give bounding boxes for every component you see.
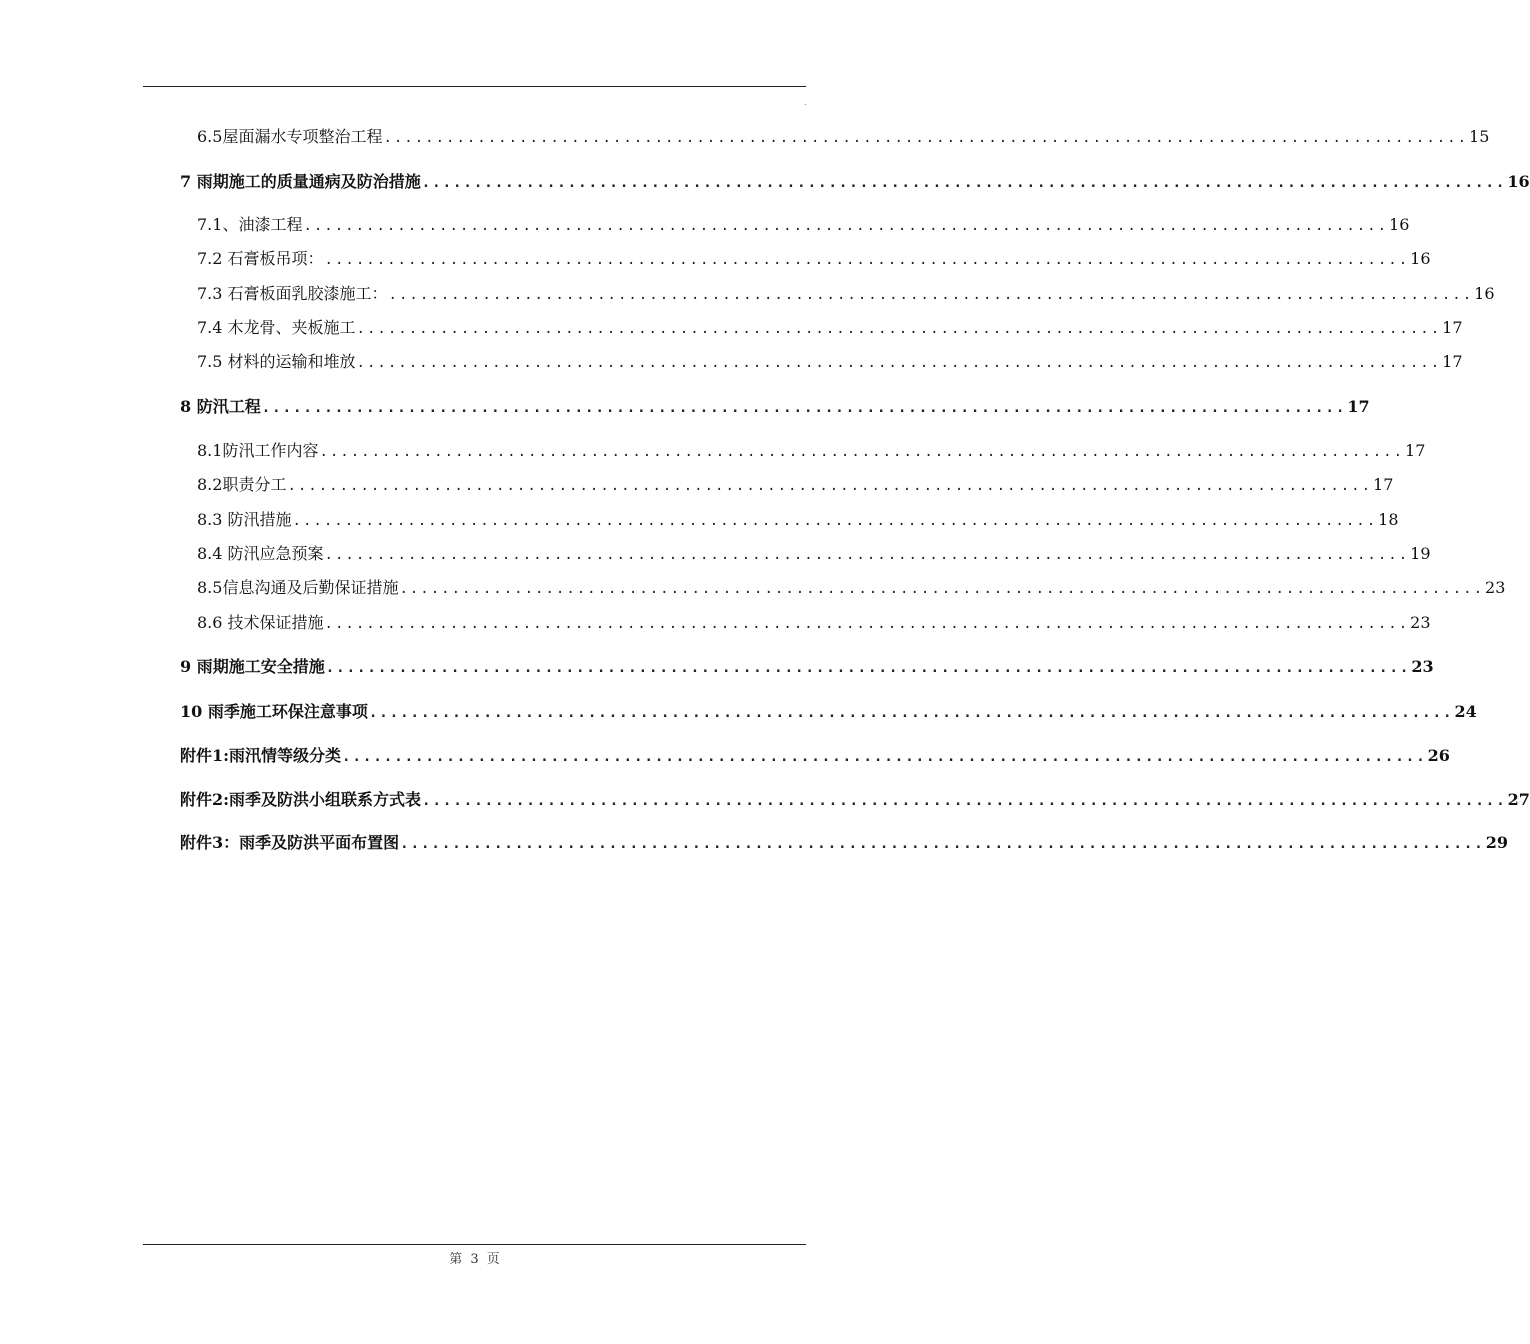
toc-page-number: 16 xyxy=(1410,249,1431,268)
dot-leader: ........................................................................................................ xyxy=(324,252,1410,268)
toc-title: 8.6 技术保证措施 xyxy=(197,613,324,632)
toc-page-number: 15 xyxy=(1469,127,1490,146)
dot-leader: ........................................................................................................ xyxy=(325,660,1411,676)
toc-title: 10 雨季施工环保注意事项 xyxy=(180,702,368,721)
dot-leader: ........................................................................................................ xyxy=(421,175,1507,191)
toc-entry-appendix-3[interactable] xyxy=(180,831,1508,855)
toc-page-number: 18 xyxy=(1378,510,1399,529)
dot-leader: ........................................................................................................ xyxy=(292,513,1378,529)
toc-title: 7.3 石膏板面乳胶漆施工： xyxy=(197,284,388,303)
toc-page-number: 17 xyxy=(1442,352,1463,371)
toc-title: 8.2职责分工 xyxy=(197,475,287,494)
toc-title: 附件1:雨汛情等级分类 xyxy=(180,746,342,765)
dot-leader: ........................................................................................................ xyxy=(287,478,1373,494)
toc-page-number: 17 xyxy=(1373,475,1394,494)
footer-prefix: 第 xyxy=(449,1252,463,1267)
toc-title: 8.4 防汛应急预案 xyxy=(197,544,324,563)
toc-title: 8.5信息沟通及后勤保证措施 xyxy=(197,578,399,597)
dot-leader: ........................................................................................................ xyxy=(303,218,1389,234)
toc-page-number: 23 xyxy=(1410,613,1431,632)
toc-page-number: 17 xyxy=(1405,441,1426,460)
toc-title: 8.1防汛工作内容 xyxy=(197,441,319,460)
dot-leader: ........................................................................................................ xyxy=(356,355,1442,371)
toc-entry-7[interactable] xyxy=(180,170,1530,194)
toc-page-number: 17 xyxy=(1442,318,1463,337)
toc-entry-8-1[interactable] xyxy=(197,439,1426,463)
toc-page-number: 29 xyxy=(1485,833,1508,852)
toc-page-number: 23 xyxy=(1411,657,1434,676)
dot-leader: ........................................................................................................ xyxy=(399,581,1485,597)
toc-entry-8-2[interactable] xyxy=(197,473,1394,497)
toc-title: 7.2 石膏板吊项： xyxy=(197,249,324,268)
toc-entry-7-4[interactable] xyxy=(197,316,1463,340)
toc-page-number: 16 xyxy=(1474,284,1495,303)
toc-title: 9 雨期施工安全措施 xyxy=(180,657,325,676)
dot-leader: ........................................................................................................ xyxy=(342,749,1427,765)
dot-leader: ........................................................................................................ xyxy=(324,547,1410,563)
toc-entry-9[interactable] xyxy=(180,655,1434,679)
toc-entry-10[interactable] xyxy=(180,700,1477,724)
toc-title: 7.5 材料的运输和堆放 xyxy=(197,352,356,371)
dot-leader: ........................................................................................................ xyxy=(383,130,1469,146)
dot-leader: ........................................................................................................ xyxy=(400,836,1485,852)
toc-page-number: 17 xyxy=(1347,397,1370,416)
toc-title: 6.5屋面漏水专项整治工程 xyxy=(197,127,383,146)
toc-page-number: 16 xyxy=(1507,172,1530,191)
toc-page-number: 24 xyxy=(1454,702,1477,721)
toc-page-number: 27 xyxy=(1507,790,1530,809)
footer-suffix: 页 xyxy=(486,1252,500,1267)
dot-leader: ........................................................................................................ xyxy=(368,705,1454,721)
toc-page-number: 26 xyxy=(1427,746,1450,765)
toc-entry-7-1[interactable] xyxy=(197,213,1410,237)
toc-entry-7-3[interactable] xyxy=(197,282,1495,306)
footer-page-number: 3 xyxy=(470,1252,479,1267)
toc-page-number: 19 xyxy=(1410,544,1431,563)
toc-title: 8 防汛工程 xyxy=(180,397,261,416)
header-dot: . xyxy=(804,98,807,107)
toc-page-number: 16 xyxy=(1389,215,1410,234)
toc-title: 8.3 防汛措施 xyxy=(197,510,292,529)
dot-leader: ........................................................................................................ xyxy=(261,400,1347,416)
toc-title: 7.4 木龙骨、夹板施工 xyxy=(197,318,356,337)
toc-entry-8-4[interactable] xyxy=(197,542,1431,566)
toc-entry-8-6[interactable] xyxy=(197,611,1431,635)
toc-title: 附件3：雨季及防洪平面布置图 xyxy=(180,833,400,852)
dot-leader: ........................................................................................................ xyxy=(319,444,1405,460)
toc-entry-appendix-2[interactable] xyxy=(180,788,1530,812)
toc-page-number: 23 xyxy=(1485,578,1506,597)
dot-leader: ........................................................................................................ xyxy=(422,793,1507,809)
toc-entry-6-5[interactable] xyxy=(197,125,1490,149)
toc-entry-appendix-1[interactable] xyxy=(180,744,1450,768)
toc-entry-7-2[interactable] xyxy=(197,247,1431,271)
page-footer xyxy=(143,1248,806,1267)
footer-rule xyxy=(143,1244,806,1245)
toc-title: 附件2:雨季及防洪小组联系方式表 xyxy=(180,790,422,809)
toc-entry-8-5[interactable] xyxy=(197,576,1506,600)
dot-leader: ........................................................................................................ xyxy=(356,321,1442,337)
toc-entry-7-5[interactable] xyxy=(197,350,1463,374)
toc-title: 7 雨期施工的质量通病及防治措施 xyxy=(180,172,421,191)
toc-entry-8-3[interactable] xyxy=(197,508,1399,532)
toc-title: 7.1、油漆工程 xyxy=(197,215,303,234)
toc-entry-8[interactable] xyxy=(180,395,1370,419)
dot-leader: ........................................................................................................ xyxy=(324,616,1410,632)
dot-leader: ........................................................................................................ xyxy=(388,287,1474,303)
